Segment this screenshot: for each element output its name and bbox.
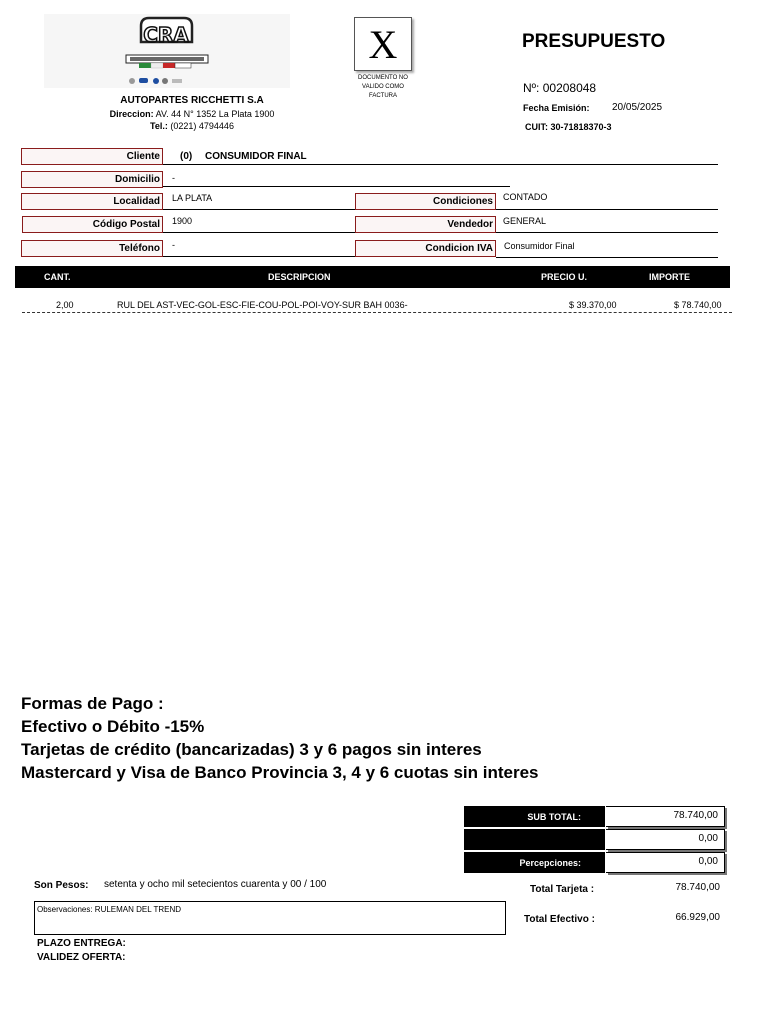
cliente-underline <box>163 164 718 165</box>
domicilio-label: Domicilio <box>21 171 163 188</box>
document-type-note: DOCUMENTO NO VALIDO COMO FACTURA <box>358 75 408 99</box>
issue-date-label: Fecha Emisión: <box>523 103 590 113</box>
issue-date: 20/05/2025 <box>612 102 663 113</box>
company-phone: Tel.: (0221) 4794446 <box>150 121 234 131</box>
company-address: Direccion: AV. 44 N° 1352 La Plata 1900 <box>109 109 275 119</box>
col-cant: CANT. <box>44 272 71 282</box>
row-separator <box>22 312 732 313</box>
vendedor-value: GENERAL <box>503 216 547 226</box>
codigo-postal-label: Código Postal <box>22 216 163 233</box>
domicilio-value: - <box>172 173 175 183</box>
col-importe: IMPORTE <box>649 272 691 282</box>
localidad-value: LA PLATA <box>172 193 213 203</box>
cuit: CUIT: 30-71818370-3 <box>525 122 612 132</box>
cliente-name: CONSUMIDOR FINAL <box>205 151 307 162</box>
telefono-label: Teléfono <box>21 240 163 257</box>
condicion-iva-underline <box>496 257 718 258</box>
codigo-postal-value: 1900 <box>172 216 193 226</box>
condiciones-value: CONTADO <box>503 192 548 202</box>
son-pesos-label: Son Pesos: <box>34 880 89 891</box>
logo-text: CRA <box>143 23 189 47</box>
row-precio: $ 39.370,00 <box>569 300 617 310</box>
total-tarjeta-label: Total Tarjeta : <box>530 884 595 895</box>
observaciones-box: Observaciones: RULEMAN DEL TREND <box>34 901 506 935</box>
company-logo <box>44 14 290 88</box>
validez-oferta-label: VALIDEZ OFERTA: <box>37 952 126 963</box>
col-precio: PRECIO U. <box>541 272 588 282</box>
total-tarjeta-value: 78.740,00 <box>675 882 720 893</box>
vendedor-underline <box>496 232 718 233</box>
total-efectivo-value: 66.929,00 <box>675 912 720 923</box>
vendedor-label: Vendedor <box>355 216 496 233</box>
row-importe: $ 78.740,00 <box>674 300 722 310</box>
document-number: Nº: 00208048 <box>523 81 597 95</box>
telefono-underline <box>163 256 355 257</box>
total-efectivo-label: Total Efectivo : <box>524 914 595 925</box>
condicion-iva-label: Condicion IVA <box>355 240 496 257</box>
cliente-label: Cliente <box>21 148 163 165</box>
condiciones-underline <box>496 209 718 210</box>
localidad-underline <box>163 209 355 210</box>
subtotal-value: 78.740,00 <box>606 806 725 827</box>
cliente-code: (0) <box>180 151 193 162</box>
items-table-header <box>15 266 730 288</box>
payment-line-tarjetas: Tarjetas de crédito (bancarizadas) 3 y 6 pagos sin interes <box>21 740 482 759</box>
plazo-entrega-label: PLAZO ENTREGA: <box>37 938 126 949</box>
percepciones-label: Percepciones: <box>464 852 605 873</box>
row-cant: 2,00 <box>56 300 74 310</box>
subtotal-label: SUB TOTAL: <box>464 806 605 827</box>
domicilio-underline <box>163 186 510 187</box>
son-pesos-value: setenta y ocho mil setecientos cuarenta y 00 / 100 <box>104 879 327 890</box>
blank-total-label <box>464 829 605 850</box>
condiciones-label: Condiciones <box>355 193 496 210</box>
document-type-letter: X <box>354 17 412 71</box>
payment-title: Formas de Pago : <box>21 694 164 713</box>
payment-line-provincia: Mastercard y Visa de Banco Provincia 3, 4 y 6 cuotas sin interes <box>21 763 539 782</box>
percepciones-value: 0,00 <box>606 852 725 873</box>
company-name: AUTOPARTES RICCHETTI S.A <box>120 95 264 106</box>
telefono-value: - <box>172 240 175 250</box>
codigo-postal-underline <box>163 232 355 233</box>
payment-line-efectivo: Efectivo o Débito -15% <box>21 717 205 736</box>
col-descripcion: DESCRIPCION <box>268 272 331 282</box>
blank-total-value: 0,00 <box>606 829 725 850</box>
document-title: PRESUPUESTO <box>522 31 666 52</box>
row-descripcion: RUL DEL AST-VEC-GOL-ESC-FIE-COU-POL-POI-VOY-SUR BAH 0036- <box>117 300 408 310</box>
localidad-label: Localidad <box>21 193 163 210</box>
condicion-iva-value: Consumidor Final <box>504 241 575 251</box>
